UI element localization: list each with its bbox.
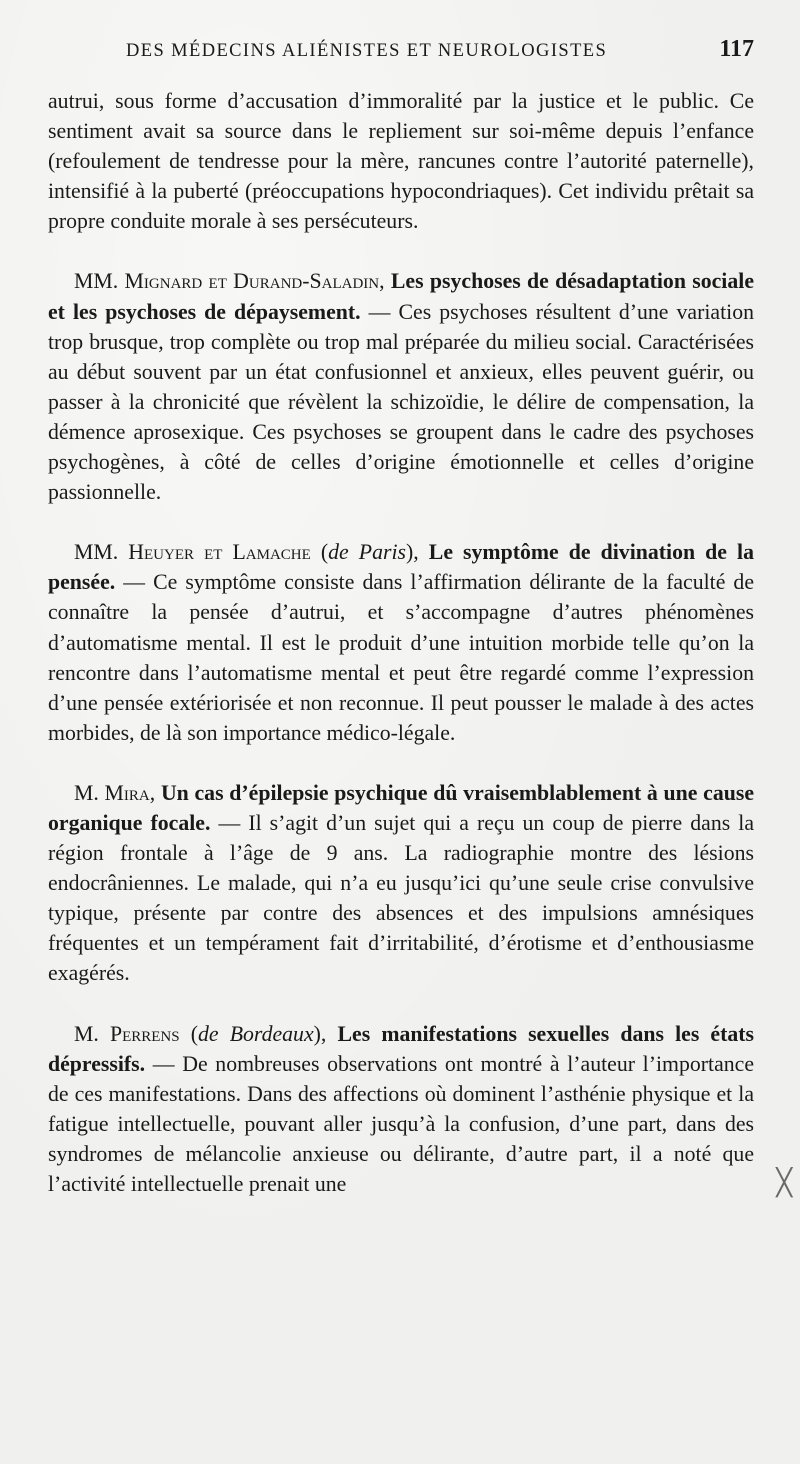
entry-mignard-durand-saladin	[48, 266, 754, 507]
entry-separator: ,	[379, 269, 391, 294]
entry-prefix: MM.	[74, 269, 125, 294]
entry-paragraph	[48, 778, 754, 989]
entry-paragraph	[48, 266, 754, 507]
entry-title: Un cas d’épilepsie psychique dû vraisemblablement à une cause organique focale.	[48, 780, 754, 835]
entry-mira	[48, 778, 754, 989]
entry-text: — Il s’agit d’un sujet qui a reçu un coup de pierre dans la région frontale à l’âge de 9 ans. La radiographie montre des lésions endocrâniennes. Le malade, qui n’a eu jusqu’ici qu’une seule crise convulsive typique, présente par contre des absences et des impulsions amnésiques fréquentes et un tempérament fait d’irritabilité, d’érotisme et d’enthousiasme exagérés.	[48, 810, 755, 986]
entry-place: de Paris	[328, 540, 406, 565]
entry-authors: Mignard et Durand-Saladin	[124, 269, 380, 294]
running-head	[126, 36, 754, 76]
entry-title: Les psychoses de désadaptation sociale et les psychoses de dépaysement.	[48, 269, 754, 324]
entry-prefix: MM.	[74, 540, 129, 565]
entry-separator: ,	[149, 780, 161, 805]
entry-title: Les manifestations sexuelles dans les états dépressifs.	[48, 1021, 755, 1076]
entry-text: — Ce symptôme consiste dans l’affirmation délirante de la faculté de connaître la pensée d’autrui, et s’accompagne d’autres phénomènes d’automatisme mental. Il est le produit d’une intuition morbide telle qu’on la rencontre dans l’automatisme mental et peut être regardé comme l’expression d’une pensée extériorisée et non reconnue. Il peut pousser le malade à des actes morbides, de là son importance médico-légale.	[48, 570, 754, 745]
entry-authors: Heuyer et Lamache	[128, 540, 311, 565]
entry-separator: ,	[320, 1021, 338, 1046]
entry-paragraph: M. Perrens (de Bordeaux), Les manifestations sexuelles dans les états dépressifs. — De nombreuses observations ont montré à l’auteur l’importance de ces manifestations. Dans des affections où dominent l’asthénie physique et la fatigue intellectuelle, pouvant aller jusqu’à la confusion, d’une part, dans des syndromes de mélancolie anxieuse ou délirante, d’autre part, il a noté que l’activité intellectuelle prenait une	[48, 1021, 755, 1196]
running-title: DES MÉDECINS ALIÉNISTES ET NEUROLOGISTES	[126, 41, 608, 61]
entry-heuyer-lamache	[48, 537, 754, 748]
entry-prefix: M.	[74, 780, 105, 805]
entry-perrens	[48, 1019, 754, 1200]
entry-text: — De nombreuses observations ont montré à l’auteur l’importance de ces manifestations. Dans des affections où dominent l’asthénie physique et la fatigue intellectuelle, pouvant aller jusqu’à la confusion, d’une part, dans des syndromes de mélancolie anxieuse ou délirante, d’autre part, il a noté que l’activité intellectuelle prenait une	[48, 1051, 754, 1196]
entry-prefix: M.	[74, 1021, 110, 1046]
entry-text: — Ces psychoses résultent d’une variation trop brusque, trop complète ou trop mal préparée du milieu social. Caractérisées au début souvent par un état confusionnel et anxieux, elles peuvent guérir, ou passer à la chronicité que révèlent la schizoïdie, le délire de compensation, la démence aprosexique. Ces psychoses se groupent dans le cadre des psychoses psychogènes, à côté de celles d’origine émotionnelle et celles d’origine passionnelle.	[48, 299, 754, 505]
page-number: 117	[719, 36, 754, 62]
entry-authors: Perrens	[109, 1021, 180, 1046]
entry-title: Le symptôme de divination de la pensée.	[48, 540, 754, 595]
entry-separator: ,	[413, 540, 429, 565]
entry-place: de Bordeaux	[198, 1021, 314, 1046]
body-text	[48, 86, 754, 1199]
entry-authors: Mira	[104, 780, 150, 805]
entry-paragraph: MM. Heuyer et Lamache (de Paris), Le symptôme de divination de la pensée. — Ce symptôme consiste dans l’affirmation délirante de la faculté de connaître la pensée d’autrui, et s’accompagne d’autres phénomènes d’automatisme mental. Il est le produit d’une intuition morbide telle qu’on la rencontre dans l’automatisme mental et peut être regardé comme l’expression d’une pensée extériorisée et non reconnue. Il peut pousser le malade à des actes morbides, de là son importance médico-légale.	[48, 540, 754, 745]
continuation-paragraph: autrui, sous forme d’accusation d’immoralité par la justice et le public. Ce sentiment avait sa source dans le repliement sur soi-même depuis l’enfance (refoulement de tendresse pour la mère, rancunes contre l’autorité paternelle), intensifié à la puberté (préoccupations hypocondriaques). Cet individu prêtait sa propre conduite morale à ses persécuteurs.	[48, 89, 754, 234]
pencil-cross-mark-icon: ╳	[776, 1168, 792, 1198]
